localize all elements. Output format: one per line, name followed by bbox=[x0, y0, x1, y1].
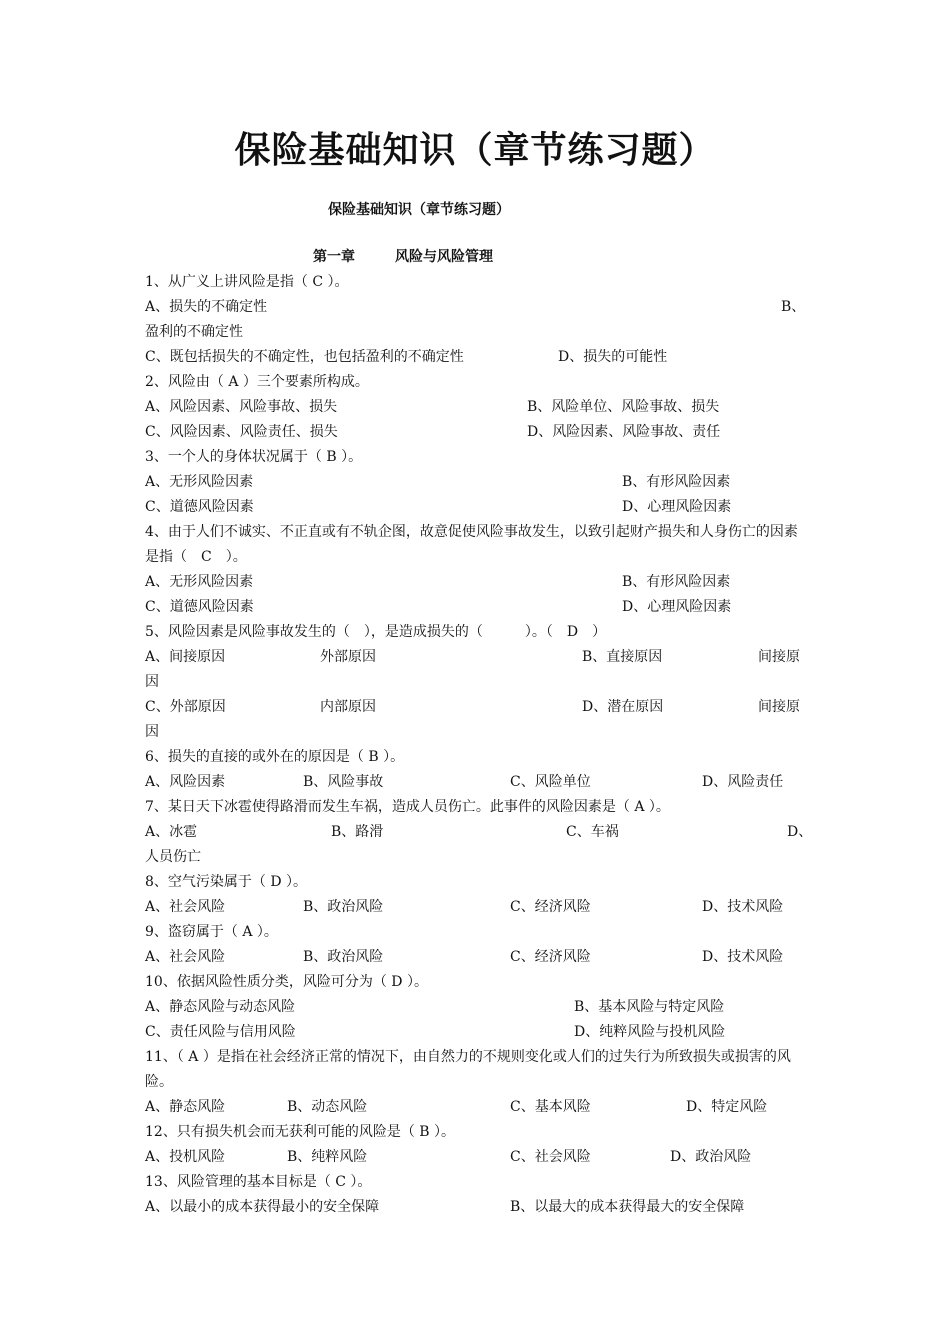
option-a: A、无形风险因素 bbox=[145, 574, 254, 590]
option-c: C、道德风险因素 bbox=[145, 599, 254, 615]
option-d-part: 间接原 bbox=[758, 699, 800, 715]
option-d: D、损失的可能性 bbox=[558, 349, 668, 365]
chapter-name: 风险与风险管理 bbox=[395, 249, 493, 265]
option-row bbox=[145, 595, 810, 620]
option-a: A、静态风险与动态风险 bbox=[145, 999, 296, 1015]
option-c-part: 内部原因 bbox=[320, 699, 376, 715]
option-d: D、心理风险因素 bbox=[622, 599, 732, 615]
option-row bbox=[145, 695, 810, 720]
document-subtitle: 保险基础知识（章节练习题） bbox=[328, 202, 510, 218]
option-a: A、损失的不确定性 bbox=[145, 299, 268, 315]
question-stem: 2、风险由（ A ）三个要素所构成。 bbox=[145, 374, 369, 390]
option-d: D、潜在原因 bbox=[582, 699, 664, 715]
option-row bbox=[145, 820, 813, 845]
option-b-cont: 因 bbox=[145, 674, 159, 690]
option-b: B、风险单位、风险事故、损失 bbox=[527, 399, 720, 415]
option-row bbox=[145, 320, 810, 345]
option-row bbox=[145, 720, 810, 745]
option-row bbox=[145, 495, 810, 520]
option-a: A、无形风险因素 bbox=[145, 474, 254, 490]
question-stem: 10、依据风险性质分类，风险可分为（ D ）。 bbox=[145, 974, 428, 990]
option-a: A、冰雹 bbox=[145, 824, 198, 840]
option-d: D、心理风险因素 bbox=[622, 499, 732, 515]
option-c: C、风险单位 bbox=[510, 774, 591, 790]
option-row bbox=[145, 1020, 810, 1045]
option-a: A、间接原因 bbox=[145, 649, 226, 665]
option-b: B、直接原因 bbox=[582, 649, 663, 665]
option-a: A、以最小的成本获得最小的安全保障 bbox=[145, 1199, 380, 1215]
option-row bbox=[145, 1195, 810, 1220]
question-stem: 9、盗窃属于（ A ）。 bbox=[145, 924, 278, 940]
option-d: D、技术风险 bbox=[702, 949, 784, 965]
option-b-part: 间接原 bbox=[758, 649, 800, 665]
question-stem: 11、（ A ）是指在社会经济正常的情况下，由自然力的不规则变化或人们的过失行为所致损失或损害的风险。 bbox=[145, 1049, 791, 1090]
option-d: D、政治风险 bbox=[670, 1149, 752, 1165]
option-b: B、有形风险因素 bbox=[622, 474, 731, 490]
option-row bbox=[145, 345, 810, 370]
option-a: A、风险因素 bbox=[145, 774, 226, 790]
option-b: B、以最大的成本获得最大的安全保障 bbox=[510, 1199, 745, 1215]
option-c: C、责任风险与信用风险 bbox=[145, 1024, 296, 1040]
option-c: C、外部原因 bbox=[145, 699, 226, 715]
question-stem: 5、风险因素是风险事故发生的（ ），是造成损失的（ ）。（ D ） bbox=[145, 624, 607, 640]
option-d: D、特定风险 bbox=[686, 1099, 768, 1115]
option-b: B、风险事故 bbox=[303, 774, 384, 790]
option-c: C、车祸 bbox=[566, 824, 619, 840]
option-d: D、风险责任 bbox=[702, 774, 784, 790]
option-a: A、社会风险 bbox=[145, 899, 226, 915]
option-row bbox=[145, 770, 810, 795]
option-a: A、投机风险 bbox=[145, 1149, 226, 1165]
chapter-heading bbox=[313, 246, 493, 266]
option-row bbox=[145, 1145, 810, 1170]
option-b: B、动态风险 bbox=[287, 1099, 368, 1115]
option-b: B、基本风险与特定风险 bbox=[574, 999, 725, 1015]
option-b: B、政治风险 bbox=[303, 899, 384, 915]
option-row bbox=[145, 995, 810, 1020]
option-a: A、风险因素、风险事故、损失 bbox=[145, 399, 338, 415]
document-title: 保险基础知识（章节练习题） bbox=[234, 129, 716, 171]
option-c: C、经济风险 bbox=[510, 949, 591, 965]
option-row bbox=[145, 670, 810, 695]
option-b: B、有形风险因素 bbox=[622, 574, 731, 590]
option-b: B、纯粹风险 bbox=[287, 1149, 368, 1165]
option-a: A、社会风险 bbox=[145, 949, 226, 965]
option-d: D、技术风险 bbox=[702, 899, 784, 915]
option-c: C、既包括损失的不确定性，也包括盈利的不确定性 bbox=[145, 349, 464, 365]
option-row bbox=[145, 295, 810, 320]
option-row bbox=[145, 570, 810, 595]
option-b: B、路滑 bbox=[331, 824, 384, 840]
option-d: D、 bbox=[787, 824, 813, 840]
question-list bbox=[145, 270, 813, 1220]
option-row bbox=[145, 895, 810, 920]
option-c: C、风险因素、风险责任、损失 bbox=[145, 424, 338, 440]
option-row bbox=[145, 470, 810, 495]
option-row bbox=[145, 845, 810, 870]
option-row bbox=[145, 945, 810, 970]
option-row bbox=[145, 420, 810, 445]
option-a-part: 外部原因 bbox=[320, 649, 376, 665]
option-c: C、道德风险因素 bbox=[145, 499, 254, 515]
option-c: C、经济风险 bbox=[510, 899, 591, 915]
question-stem: 1、从广义上讲风险是指（ C ）。 bbox=[145, 274, 349, 290]
question-stem: 3、一个人的身体状况属于（ B ）。 bbox=[145, 449, 363, 465]
option-a: A、静态风险 bbox=[145, 1099, 226, 1115]
chapter-label: 第一章 bbox=[313, 249, 355, 265]
option-d: D、纯粹风险与投机风险 bbox=[574, 1024, 726, 1040]
option-row bbox=[145, 1095, 810, 1120]
option-d-cont: 因 bbox=[145, 724, 159, 740]
option-b: B、 bbox=[781, 299, 806, 315]
question-stem: 8、空气污染属于（ D ）。 bbox=[145, 874, 308, 890]
option-d-cont: 人员伤亡 bbox=[145, 849, 201, 865]
option-c: C、基本风险 bbox=[510, 1099, 591, 1115]
option-d: D、风险因素、风险事故、责任 bbox=[527, 424, 721, 440]
option-row bbox=[145, 395, 810, 420]
question-stem: 12、只有损失机会而无获利可能的风险是（ B ）。 bbox=[145, 1124, 456, 1140]
option-row bbox=[145, 645, 810, 670]
question-stem: 6、损失的直接的或外在的原因是（ B ）。 bbox=[145, 749, 405, 765]
option-b-cont: 盈利的不确定性 bbox=[145, 324, 243, 340]
question-stem: 13、风险管理的基本目标是（ C ）。 bbox=[145, 1174, 372, 1190]
question-stem: 4、由于人们不诚实、不正直或有不轨企图，故意促使风险事故发生，以致引起财产损失和人身伤亡的因素是指（ C ）。 bbox=[145, 524, 798, 565]
option-c: C、社会风险 bbox=[510, 1149, 591, 1165]
question-stem: 7、某日天下冰雹使得路滑而发生车祸，造成人员伤亡。此事件的风险因素是（ A ）。 bbox=[145, 799, 670, 815]
option-b: B、政治风险 bbox=[303, 949, 384, 965]
